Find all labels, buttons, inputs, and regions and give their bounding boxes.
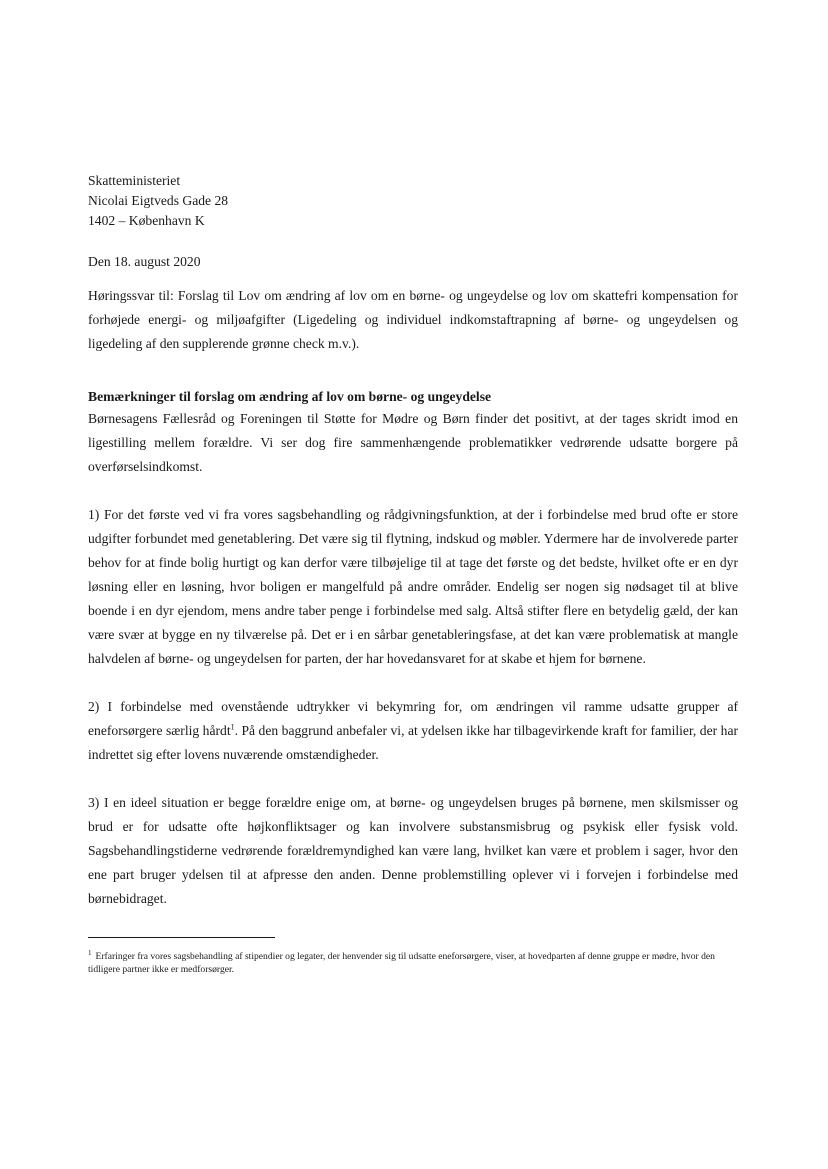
footnote-text: Erfaringer fra vores sagsbehandling af stipendier og legater, der henvender sig til udsatte eneforsørgere, viser, at hovedparten af denne gruppe er mødre, hvor den tidligere partner ikke er medforsørger. xyxy=(88,951,715,975)
paragraph-1: 1) For det første ved vi fra vores sagsbehandling og rådgivningsfunktion, at der i forbindelse med brud ofte er store udgifter forbundet med genetablering. Det være sig til flytning, indskud og møbler. Ydermere har de involverede parter behov for at finde bolig hurtigt og kan derfor være tilbøjelige til at tage det første og det bedste, hvilket ofte er en dyr løsning eller en løsning, hvor boligen er mangelfuld på andre områder. Endelig ser nogen sig nødsaget til at blive boende i en dyr ejendom, mens andre taber penge i forbindelse med salg. Altså stifter flere en betydelig gæld, der kan være svær at bygge en ny tilværelse på. Det er i en sårbar genetableringsfase, at det kan være problematisk at mangle halvdelen af børne- og ungeydelsen for parten, der har hovedansvaret for at skabe et hjem for børnene. xyxy=(88,507,738,666)
footnote xyxy=(88,950,738,976)
paragraph-2-text-start: 2) I forbindelse med ovenstående udtrykker vi bekymring for, om ændringen vil ramme udsatte grupper af eneforsørgere særlig hårdt xyxy=(88,699,738,738)
letter-page xyxy=(88,171,738,976)
address-line-3: 1402 – København K xyxy=(88,213,205,228)
letter-date: Den 18. august 2020 xyxy=(88,254,201,269)
section-heading: Bemærkninger til forslag om ændring af lov om børne- og ungeydelse xyxy=(88,389,492,404)
address-line-2: Nicolai Eigtveds Gade 28 xyxy=(88,193,229,208)
intro-paragraph: Børnesagens Fællesråd og Foreningen til Støtte for Mødre og Børn finder det positivt, at der tages skridt imod en ligestilling mellem forældre. Vi ser dog fire sammenhængende problematikker vedrørende udsatte borgere på overførselsindkomst. xyxy=(88,411,738,474)
recipient-address xyxy=(88,171,738,231)
paragraph-2-text-end: . På den baggrund anbefaler vi, at ydelsen ikke har tilbagevirkende kraft for familier, der har indrettet sig efter lovens nuværende omstændigheder. xyxy=(88,723,738,762)
footnote-divider xyxy=(88,937,275,938)
footnote-reference: 1 xyxy=(230,722,235,732)
paragraph-3: 3) I en ideel situation er begge forældre enige om, at børne- og ungeydelsen bruges på børnene, men skilsmisser og brud er for udsatte ofte højkonfliktsager og kan involvere substansmisbrug og psykisk eller fysisk vold. Sagsbehandlingstiderne vedrørende forældremyndighed kan være lang, hvilket kan være et problem i sager, hvor den ene part bruger ydelsen til at afpresse den anden. Denne problemstilling oplever vi i forvejen i forbindelse med børnebidraget. xyxy=(88,795,738,906)
paragraph-2 xyxy=(88,695,738,767)
address-line-1: Skatteministeriet xyxy=(88,173,181,188)
footnote-number: 1 xyxy=(88,948,92,957)
subject-line: Høringssvar til: Forslag til Lov om ændring af lov om en børne- og ungeydelse og lov om skattefri kompensation for forhøjede energi- og miljøafgifter (Ligedeling og individuel indkomstaftrapning af børne- og ungeydelsen og ligedeling af den supplerende grønne check m.v.). xyxy=(88,288,738,351)
